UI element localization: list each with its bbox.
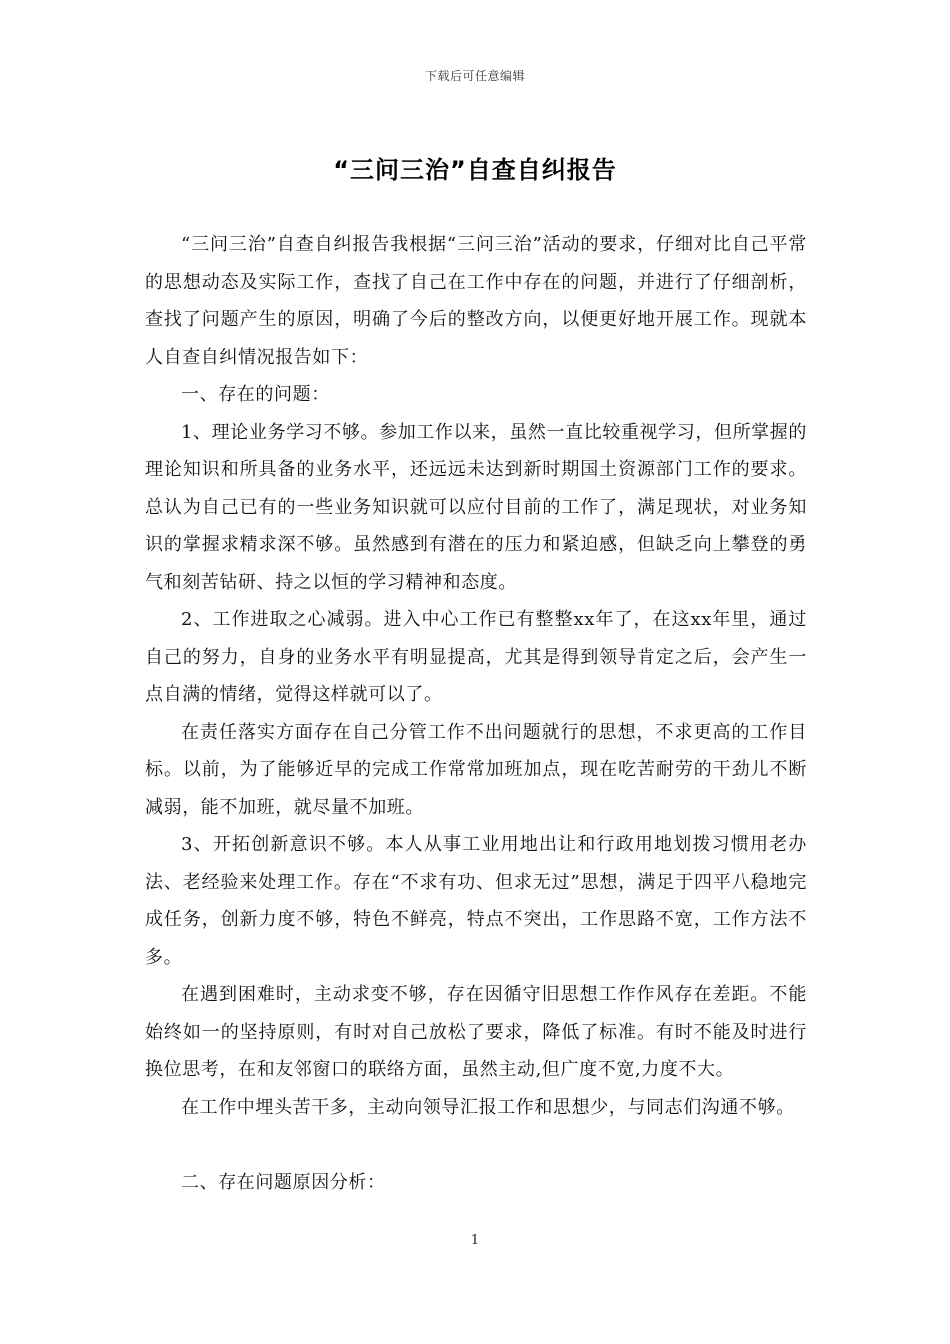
paragraph-item-3: 3、开拓创新意识不够。本人从事工业用地出让和行政用地划拨习惯用老办法、老经验来处理工作。存在“不求有功、但求无过”思想，满足于四平八稳地完成任务，创新力度不够，特色不鲜亮，特点不突出，工作思路不宽，工作方法不多。 [145,834,807,968]
paragraph-item-2: 2、工作进取之心减弱。进入中心工作已有整整xx年了，在这xx年里，通过自己的努力，自身的业务水平有明显提高，尤其是得到领导肯定之后，会产生一点自满的情绪，觉得这样就可以了。 [145,609,807,705]
header-note: 下载后可任意编辑 [424,69,525,83]
intro-paragraph: “三问三治”自查自纠报告我根据“三问三治”活动的要求，仔细对比自己平常的思想动态及实际工作，查找了自己在工作中存在的问题，并进行了仔细剖析，查找了问题产生的原因，明确了今后的整改方向，以便更好地开展工作。现就本人自查自纠情况报告如下： [145,234,807,368]
paragraph-communication: 在工作中埋头苦干多，主动向领导汇报工作和思想少，与同志们沟通不够。 [181,1096,795,1118]
paragraph-responsibility: 在责任落实方面存在自己分管工作不出问题就行的思想，不求更高的工作目标。以前，为了能够近早的完成工作常常加班加点，现在吃苦耐劳的干劲儿不断减弱，能不加班，就尽量不加班。 [145,721,807,818]
page-number: 1 [470,1233,480,1248]
document-body [145,226,807,1201]
paragraph-gap [145,1126,807,1164]
paragraph-difficulties: 在遇到困难时，主动求变不够，存在因循守旧思想工作作风存在差距。不能始终如一的坚持原则，有时对自己放松了要求，降低了标准。有时不能及时进行换位思考，在和友邻窗口的联络方面，虽然主动,但广度不宽,力度不大。 [145,984,807,1080]
section-heading-two: 二、存在问题原因分析： [181,1171,386,1193]
document-title: “三问三治”自查自纠报告 [333,156,617,184]
paragraph-item-1: 1、理论业务学习不够。参加工作以来，虽然一直比较重视学习，但所掌握的理论知识和所具备的业务水平，还远远未达到新时期国土资源部门工作的要求。总认为自己已有的一些业务知识就可以应付目前的工作了，满足现状，对业务知识的掌握求精求深不够。虽然感到有潜在的压力和紧迫感，但缺乏向上攀登的勇气和刻苦钻研、持之以恒的学习精神和态度。 [145,421,807,593]
section-heading-one: 一、存在的问题： [181,384,330,405]
